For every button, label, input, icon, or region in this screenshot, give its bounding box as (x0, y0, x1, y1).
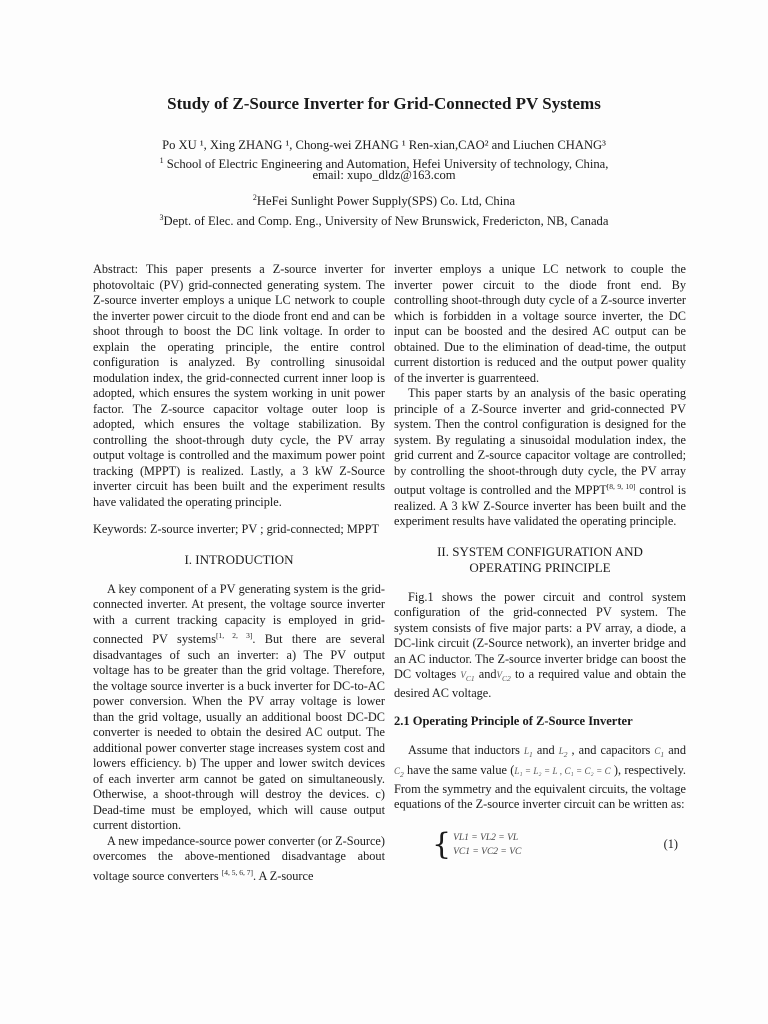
config-text-b: to a required value and obtain the desired AC voltage. (394, 667, 686, 701)
intro-p2-text-b: . A Z-source (252, 868, 314, 883)
affiliation-2-text: HeFei Sunlight Power Supply(SPS) Co. Ltd, China (256, 194, 516, 209)
abstract: Abstract: This paper presents a Z-source inverter for photovoltaic (PV) grid-connected generating system. The Z-source inverter employs a unique LC network to couple the inverter power circuit to the diode front end and can be shoot through to boost the DC link voltage. In order to explain the operating principle, the entire control configuration is analyzed. By controlling sinusoidal modulation index, the grid-connected current inner loop is adopted, which ensures the system working in unit power factor. The Z-source capacitor voltage outer loop is adopted, which ensures the voltage stabilization. By controlling the shoot-through duty cycle, the PV array output voltage is controlled and the maximum power point tracking (MPPT) is realized. Lastly, a 3 kW Z-Source inverter circuit has been built and the experiment results have validated the operating principle. (93, 262, 385, 509)
citation-4-5-6-7: [4, 5, 6, 7] (221, 867, 253, 877)
affiliation-3 (0, 210, 768, 229)
right-column (394, 262, 686, 861)
intro-p1-text-b: . But there are several disadvantages of such an inverter: a) The PV output voltage has to be greater than the grid voltage. Therefore, the voltage source inverter is a buck inverter for DC-to-AC power conversion. When the PV array voltage is lower than the grid voltage, usually an additional boost DC-DC converter is needed to obtain the desired AC output. The additional power converter stage increases system cost and lowers efficiency. b) The upper and lower switch devices of each inverter arm cannot be gated on simultaneously. Otherwise, a shoot-through will destroy the devices. c) Dead-time must be employed, which will cause output current distortion. (93, 632, 385, 833)
affiliation-2-mark: 2 (252, 193, 257, 202)
symbol-l1: $L_1$ (524, 746, 533, 760)
equation-1-number: (1) (663, 837, 678, 852)
assumption-text-and-1: and (532, 743, 559, 758)
system-configuration-paragraph (394, 590, 686, 702)
equation-1 (394, 826, 686, 862)
assumption-text-a: Assume that inductors (408, 743, 525, 758)
config-text-a: Fig.1 shows the power circuit and control system configuration of the grid-connected PV system. The system consists of five major parts: a PV array, a diode, a DC-link circuit (Z-Source network), an inverter bridge and an AC inductor. The Z-source inverter bridge can boost the DC voltages (394, 589, 686, 682)
equation-1-line-2: VC1 = VC2 = VC (453, 846, 522, 857)
equation-brace: { (432, 826, 452, 862)
equal-values-expression: L₁ = L₂ = L , C₁ = C₂ = C (514, 765, 611, 776)
symbol-l2: $L_2$ (558, 746, 568, 760)
intro-p1-text-a: A key component of a PV generating system is the grid-connected inverter. At present, the voltage source inverter with a current tracking capacity is employed in grid-connected PV systems (93, 581, 385, 647)
symbol-vc1: $V_{C1}$ (460, 670, 475, 683)
assumption-text-and-2: and (664, 743, 686, 758)
intro-paragraph-2 (93, 834, 385, 885)
affiliation-1-text: School of Electric Engineering and Automation, Hefei University of technology, China, (163, 157, 609, 172)
paper-title: Study of Z-Source Inverter for Grid-Connected PV Systems (167, 94, 601, 113)
paper-overview-paragraph (394, 386, 686, 530)
symbol-c2: $C_2$ (394, 765, 404, 779)
config-text-and: and (474, 667, 497, 682)
citation-1-2-3: [1, 2, 3] (216, 631, 253, 640)
author-email: email: xupo_dldz@163.com (312, 168, 456, 182)
equation-1-body (453, 831, 521, 859)
affiliation-3-mark: 3 (159, 213, 164, 222)
overview-text-b: control is realized. A 3 kW Z-Source inverter has been built and the experiment results have validated the operating principle. (394, 483, 687, 529)
introduction-heading: I. INTRODUCTION (184, 551, 294, 567)
symbol-c1: $C_1$ (654, 746, 665, 760)
assumption-paragraph (394, 743, 686, 813)
assumption-text-mid-2: have the same value ( (403, 762, 515, 777)
equation-1-line-1: VL1 = VL2 = VL (453, 832, 519, 843)
affiliation-1-mark: 1 (159, 156, 164, 165)
assumption-text-b: ), respectively. From the symmetry and the equivalent circuits, the voltage equations of the Z-source inverter circuit can be written as: (394, 762, 687, 812)
overview-text-a: This paper starts by an analysis of the basic operating principle of a Z-Source inverter and grid-connected PV system. Then the control configuration is designed for the system. By regulating a sinusoidal modulation index, the grid current and Z-source capacitor voltage are controlled; by controlling the shoot-through duty cycle, the PV array output voltage is controlled and the MPPT (394, 386, 686, 498)
keywords: Keywords: Z-source inverter; PV ; grid-connected; MPPT (93, 522, 379, 536)
intro-continuation: inverter employs a unique LC network to couple the inverter power circuit to the diode front end. By controlling shoot-through duty cycle of a Z-source inverter which is forbidden in a voltage source inverter, the DC input can be boosted and the desired AC output can be obtained. Due to the elimination of dead-time, the output current distortion is reduced and the output power quality of the inverter is guarrenteed. (394, 262, 686, 385)
affiliation-3-text: Dept. of Elec. and Comp. Eng., University of New Brunswick, Fredericton, NB, Canada (163, 214, 609, 229)
intro-paragraph-1 (93, 582, 385, 834)
left-column (93, 262, 385, 884)
author-list: Po XU ¹, Xing ZHANG ¹, Chong-wei ZHANG ¹ Ren-xian,CAO² and Liuchen CHANG³ (162, 138, 606, 152)
affiliation-2 (0, 190, 768, 209)
section-2-heading-line-2: OPERATING PRINCIPLE (469, 559, 611, 575)
section-2-heading-line-1: II. SYSTEM CONFIGURATION AND (437, 543, 643, 559)
section-2-heading (394, 544, 686, 576)
symbol-vc2: $V_{C2}$ (496, 670, 511, 683)
assumption-text-mid: , and capacitors (567, 743, 655, 758)
intro-p2-text-a: A new impedance-source power converter (or Z-Source) overcomes the above-mentioned disadvantage about voltage source converters (93, 833, 385, 883)
subsection-2-1-heading: 2.1 Operating Principle of Z-Source Inverter (394, 713, 633, 728)
citation-8-9-10: [8, 9, 10] (606, 482, 636, 491)
